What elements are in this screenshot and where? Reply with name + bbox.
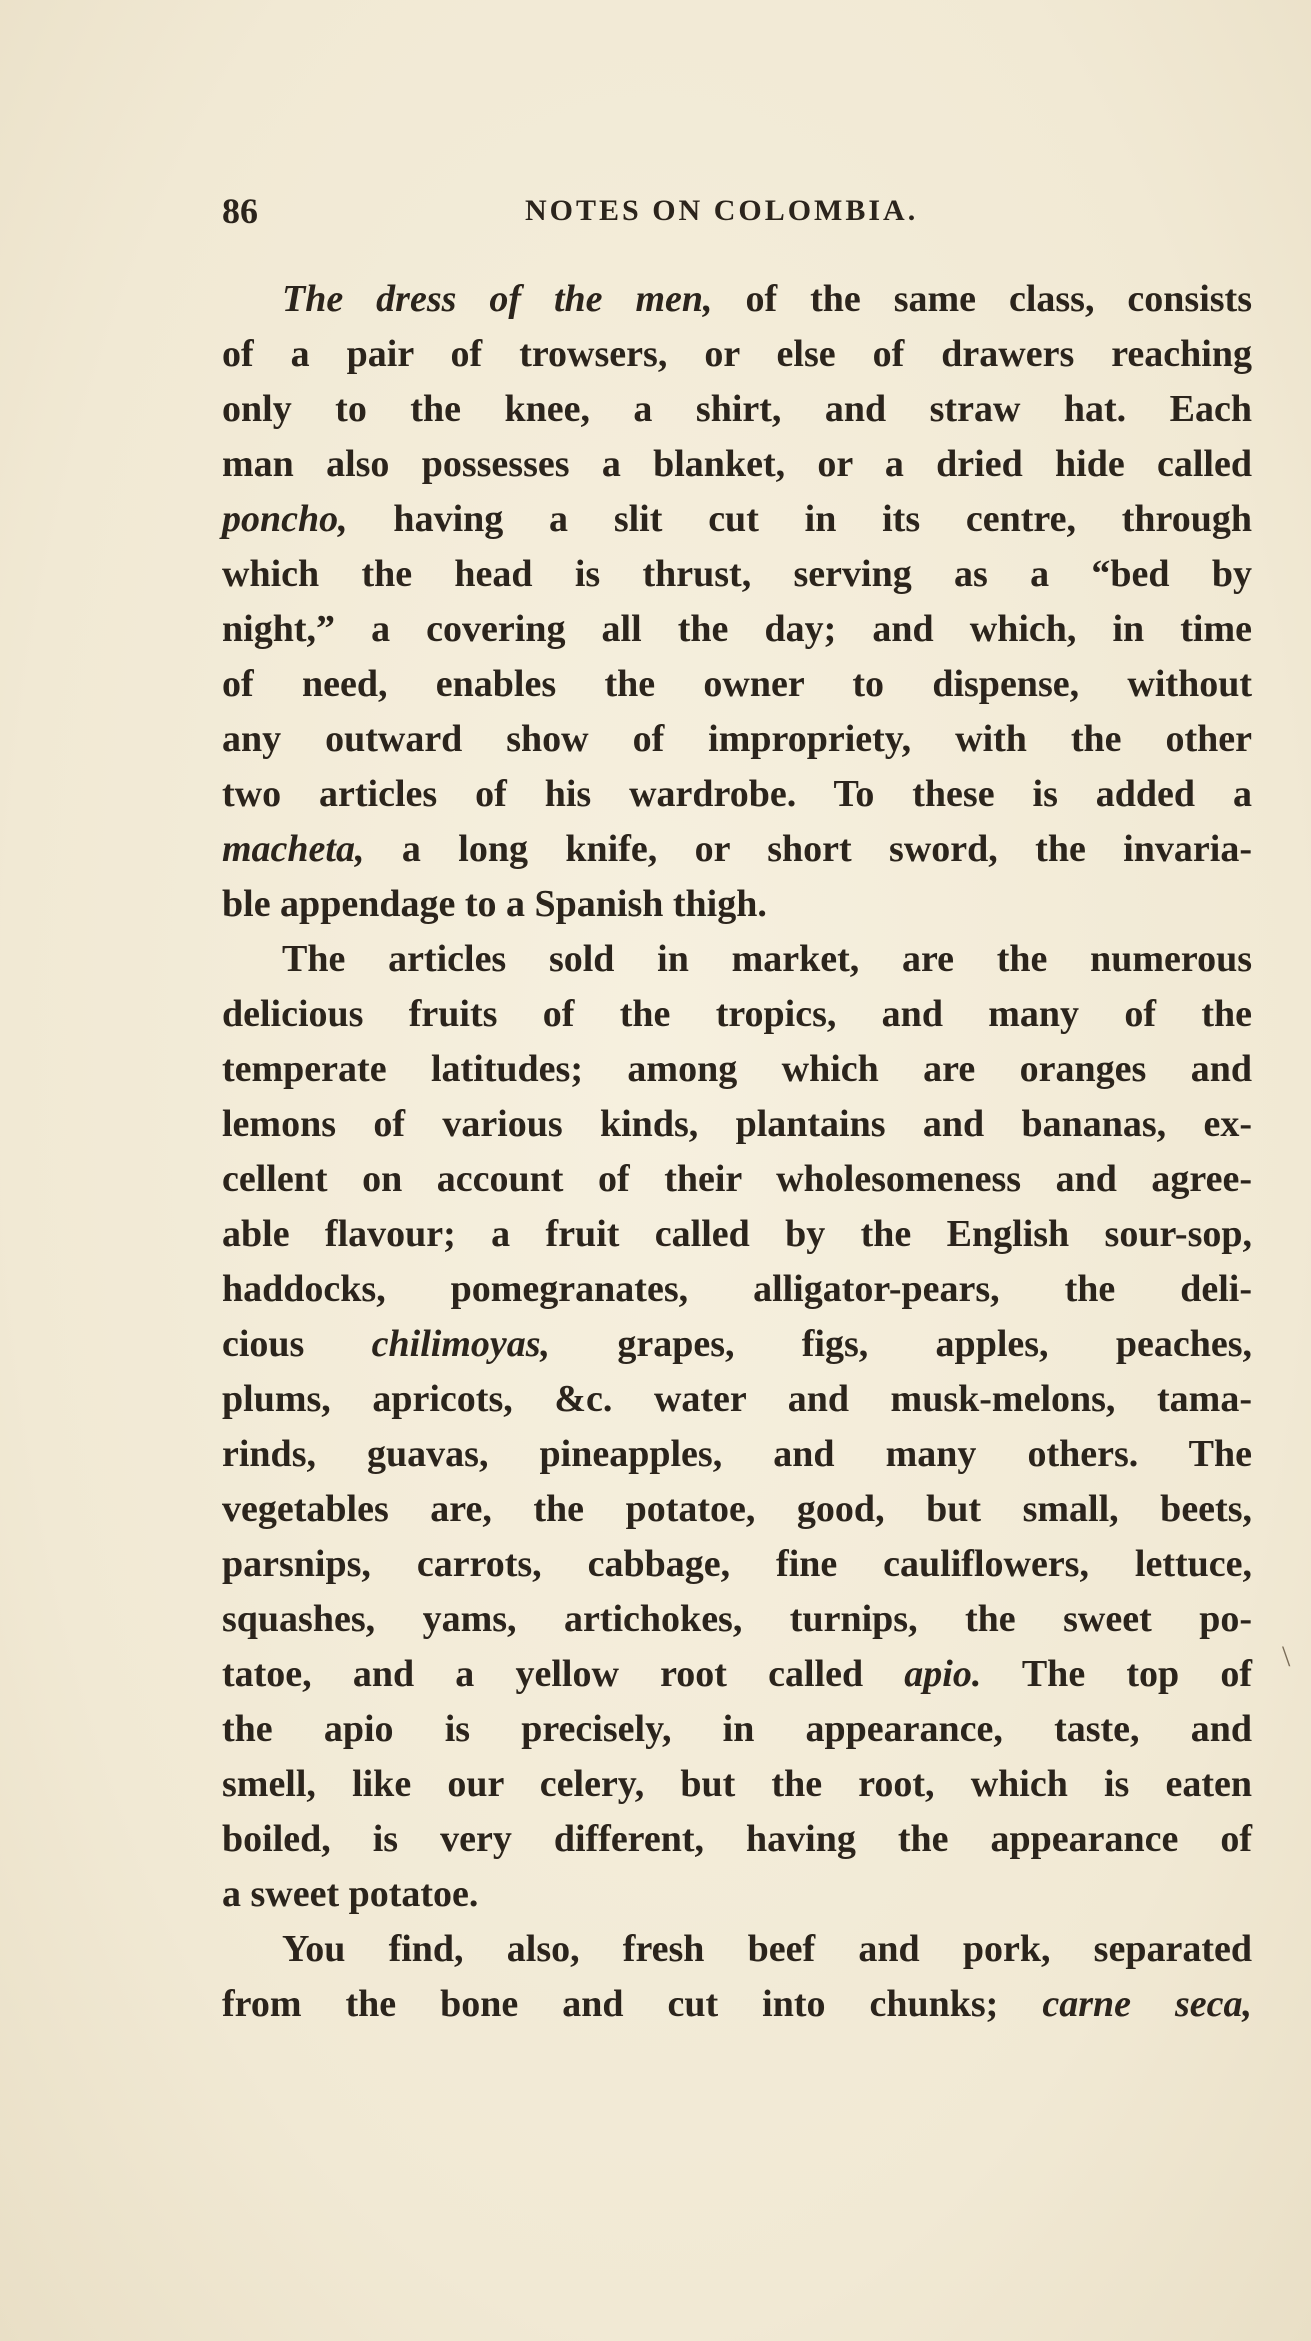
text-run: cious — [222, 1323, 372, 1365]
text-line — [222, 1152, 1252, 1207]
text-line — [222, 1812, 1252, 1867]
text-run: squashes, yams, artichokes, turnips, the sweet po- — [222, 1598, 1252, 1640]
italic-text: chilimoyas, — [371, 1323, 551, 1365]
text-line — [222, 1757, 1252, 1812]
text-run: The top of — [981, 1653, 1252, 1695]
text-run: boiled, is very different, having the appearance of — [222, 1818, 1252, 1860]
text-run: two articles of his wardrobe. To these is added a — [222, 773, 1252, 815]
text-run: of the same class, consists — [712, 278, 1252, 320]
text-line — [222, 1702, 1252, 1757]
text-line — [222, 327, 1252, 382]
text-line — [222, 1207, 1252, 1262]
text-line — [222, 1427, 1252, 1482]
text-run: which the head is thrust, serving as a “bed by — [222, 553, 1252, 595]
text-run: rinds, guavas, pineapples, and many others. The — [222, 1433, 1252, 1475]
text-run: a long knife, or short sword, the invaria- — [364, 828, 1252, 870]
text-line — [222, 492, 1252, 547]
text-run: the apio is precisely, in appearance, taste, and — [222, 1708, 1252, 1750]
text-line — [222, 602, 1252, 657]
text-run: temperate latitudes; among which are oranges and — [222, 1048, 1252, 1090]
text-line — [222, 1977, 1252, 2032]
text-run: ble appendage to a Spanish thigh. — [222, 883, 767, 925]
text-line — [222, 657, 1252, 712]
text-line — [222, 1867, 1252, 1922]
text-line — [222, 1042, 1252, 1097]
text-line — [222, 1317, 1252, 1372]
text-run: able flavour; a fruit called by the English sour-sop, — [222, 1213, 1252, 1255]
text-run: lemons of various kinds, plantains and bananas, ex- — [222, 1103, 1252, 1145]
text-line — [222, 1647, 1252, 1702]
italic-text: poncho, — [222, 498, 348, 540]
italic-text: macheta, — [222, 828, 365, 870]
text-line — [222, 1482, 1252, 1537]
text-line — [222, 437, 1252, 492]
text-run: You find, also, fresh beef and pork, separated — [282, 1928, 1252, 1970]
text-run: night,” a covering all the day; and which, in time — [222, 608, 1252, 650]
italic-text: carne seca, — [1042, 1983, 1252, 2025]
italic-text: apio. — [904, 1653, 982, 1695]
text-line — [222, 1097, 1252, 1152]
text-run: The articles sold in market, are the numerous — [282, 938, 1252, 980]
text-run: plums, apricots, &c. water and musk-melons, tama- — [222, 1378, 1252, 1420]
text-line — [222, 822, 1252, 877]
text-run: of need, enables the owner to dispense, without — [222, 663, 1252, 705]
text-line — [222, 1262, 1252, 1317]
text-line — [222, 932, 1252, 987]
text-line — [222, 1922, 1252, 1977]
running-head: NOTES ON COLOMBIA. — [525, 194, 919, 227]
text-run: any outward show of impropriety, with the other — [222, 718, 1252, 760]
text-run: grapes, figs, apples, peaches, — [550, 1323, 1252, 1365]
page-header — [222, 190, 1232, 240]
text-run: having a slit cut in its centre, through — [347, 498, 1252, 540]
text-run: man also possesses a blanket, or a dried hide called — [222, 443, 1252, 485]
text-line — [222, 877, 1252, 932]
text-run: smell, like our celery, but the root, which is eaten — [222, 1763, 1252, 1805]
text-run: vegetables are, the potatoe, good, but small, beets, — [222, 1488, 1252, 1530]
text-run: delicious fruits of the tropics, and many of the — [222, 993, 1252, 1035]
text-run: from the bone and cut into chunks; — [222, 1983, 1043, 2025]
text-run: only to the knee, a shirt, and straw hat. Each — [222, 388, 1252, 430]
text-line — [222, 1592, 1252, 1647]
text-line — [222, 1537, 1252, 1592]
text-line — [222, 767, 1252, 822]
text-run: haddocks, pomegranates, alligator-pears, the deli- — [222, 1268, 1252, 1310]
text-run: a sweet potatoe. — [222, 1873, 479, 1915]
body-text — [222, 272, 1252, 2032]
text-line — [222, 712, 1252, 767]
text-run: cellent on account of their wholesomeness and agree- — [222, 1158, 1252, 1200]
text-line — [222, 272, 1252, 327]
text-line — [222, 382, 1252, 437]
text-run: tatoe, and a yellow root called — [222, 1653, 905, 1695]
text-run: of a pair of trowsers, or else of drawers reaching — [222, 333, 1252, 375]
margin-speck: \ — [1282, 1640, 1291, 1673]
text-run: parsnips, carrots, cabbage, fine cauliflowers, lettuce, — [222, 1543, 1252, 1585]
italic-text: The dress of the men, — [282, 278, 713, 320]
text-line — [222, 987, 1252, 1042]
page-number: 86 — [222, 191, 258, 231]
text-line — [222, 547, 1252, 602]
text-line — [222, 1372, 1252, 1427]
